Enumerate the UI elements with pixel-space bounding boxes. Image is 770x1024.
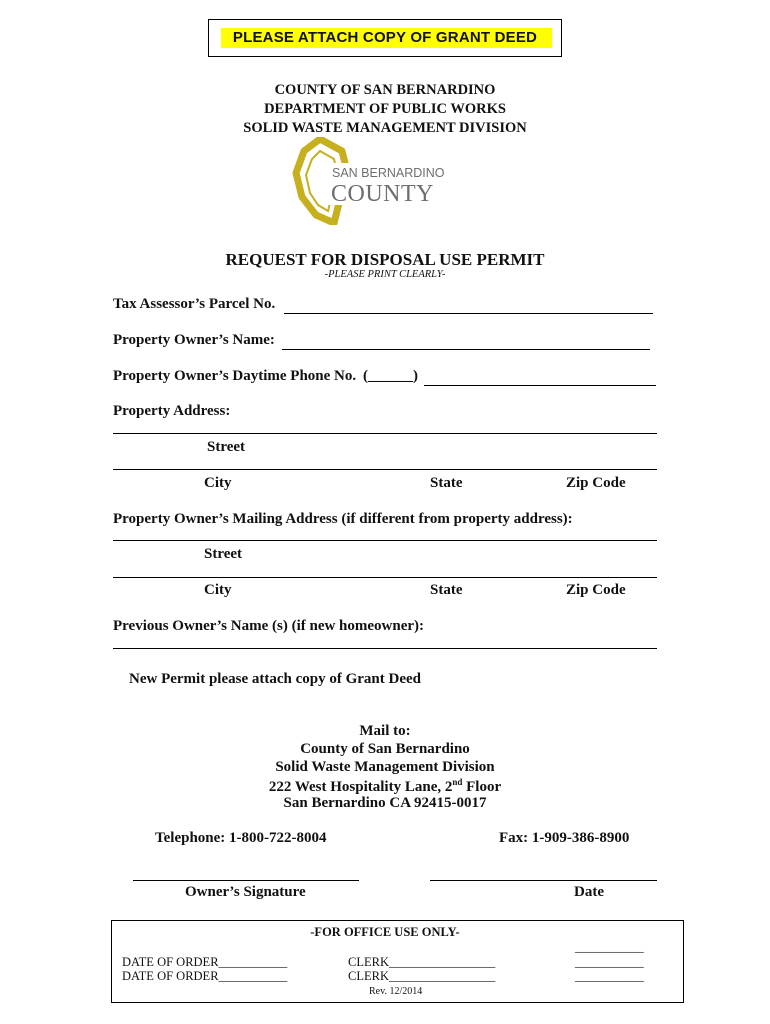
office-blank-2[interactable]: ___________ bbox=[575, 955, 644, 969]
property-address-label: Property Address: bbox=[113, 403, 231, 419]
mailing-address-label: Property Owner’s Mailing Address (if different from property address): bbox=[113, 511, 573, 527]
county-logo bbox=[290, 137, 452, 225]
header-county: COUNTY OF SAN BERNARDINO bbox=[274, 82, 496, 98]
owner-name-field[interactable] bbox=[282, 334, 650, 350]
new-permit-note: New Permit please attach copy of Grant Deed bbox=[129, 671, 422, 687]
banner-text: PLEASE ATTACH COPY OF GRANT DEED bbox=[232, 29, 538, 46]
owner-signature-field[interactable] bbox=[133, 880, 359, 881]
mailing-street-field[interactable] bbox=[113, 540, 657, 541]
mailing-city-label: City bbox=[204, 582, 232, 598]
previous-owner-field[interactable] bbox=[113, 648, 657, 649]
city-state-zip-field[interactable] bbox=[113, 469, 657, 470]
office-use-heading: -FOR OFFICE USE ONLY- bbox=[310, 925, 460, 939]
form-subtitle: -PLEASE PRINT CLEARLY- bbox=[324, 269, 446, 280]
street-label: Street bbox=[207, 439, 246, 455]
header-division: SOLID WASTE MANAGEMENT DIVISION bbox=[243, 120, 527, 136]
mail-to-line2: Solid Waste Management Division bbox=[275, 759, 495, 775]
logo-text-line2: COUNTY bbox=[331, 181, 434, 207]
date-of-order-1[interactable]: DATE OF ORDER___________ bbox=[122, 955, 288, 969]
office-blank-3[interactable]: ___________ bbox=[575, 969, 644, 983]
office-blank-1[interactable]: ___________ bbox=[575, 940, 644, 954]
parcel-field[interactable] bbox=[284, 298, 653, 314]
mailing-city-state-zip-field[interactable] bbox=[113, 577, 657, 578]
state-label: State bbox=[430, 475, 463, 491]
mail-to-line3: 222 West Hospitality Lane, 2nd Floor bbox=[268, 777, 502, 795]
owner-signature-label: Owner’s Signature bbox=[185, 884, 306, 900]
street-field[interactable] bbox=[113, 433, 657, 434]
zip-label: Zip Code bbox=[566, 475, 626, 491]
mailing-state-label: State bbox=[430, 582, 463, 598]
logo-text-line1: SAN BERNARDINO bbox=[332, 166, 445, 180]
phone-area-code-field[interactable]: (______) bbox=[363, 368, 418, 384]
phone-number-field[interactable] bbox=[424, 370, 656, 386]
header-department: DEPARTMENT OF PUBLIC WORKS bbox=[264, 101, 506, 117]
phone-label: Property Owner’s Daytime Phone No. bbox=[113, 368, 357, 384]
parcel-label: Tax Assessor’s Parcel No. bbox=[113, 296, 276, 312]
city-label: City bbox=[204, 475, 232, 491]
owner-name-label: Property Owner’s Name: bbox=[113, 332, 275, 348]
clerk-2[interactable]: CLERK_________________ bbox=[348, 969, 496, 983]
mailing-zip-label: Zip Code bbox=[566, 582, 626, 598]
telephone-text: Telephone: 1-800-722-8004 bbox=[155, 830, 327, 846]
mail-to-heading: Mail to: bbox=[359, 723, 411, 739]
clerk-1[interactable]: CLERK_________________ bbox=[348, 955, 496, 969]
signature-date-label: Date bbox=[574, 884, 604, 900]
mailing-street-label: Street bbox=[204, 546, 243, 562]
previous-owner-label: Previous Owner’s Name (s) (if new homeowner): bbox=[113, 618, 425, 634]
mail-to-line4: San Bernardino CA 92415-0017 bbox=[283, 795, 487, 811]
form-title: REQUEST FOR DISPOSAL USE PERMIT bbox=[225, 250, 545, 269]
fax-text: Fax: 1-909-386-8900 bbox=[499, 830, 630, 846]
signature-date-field[interactable] bbox=[430, 880, 657, 881]
revision-date: Rev. 12/2014 bbox=[369, 986, 423, 997]
attach-grant-deed-banner bbox=[208, 19, 562, 57]
mail-to-line1: County of San Bernardino bbox=[300, 741, 470, 757]
date-of-order-2[interactable]: DATE OF ORDER___________ bbox=[122, 969, 288, 983]
